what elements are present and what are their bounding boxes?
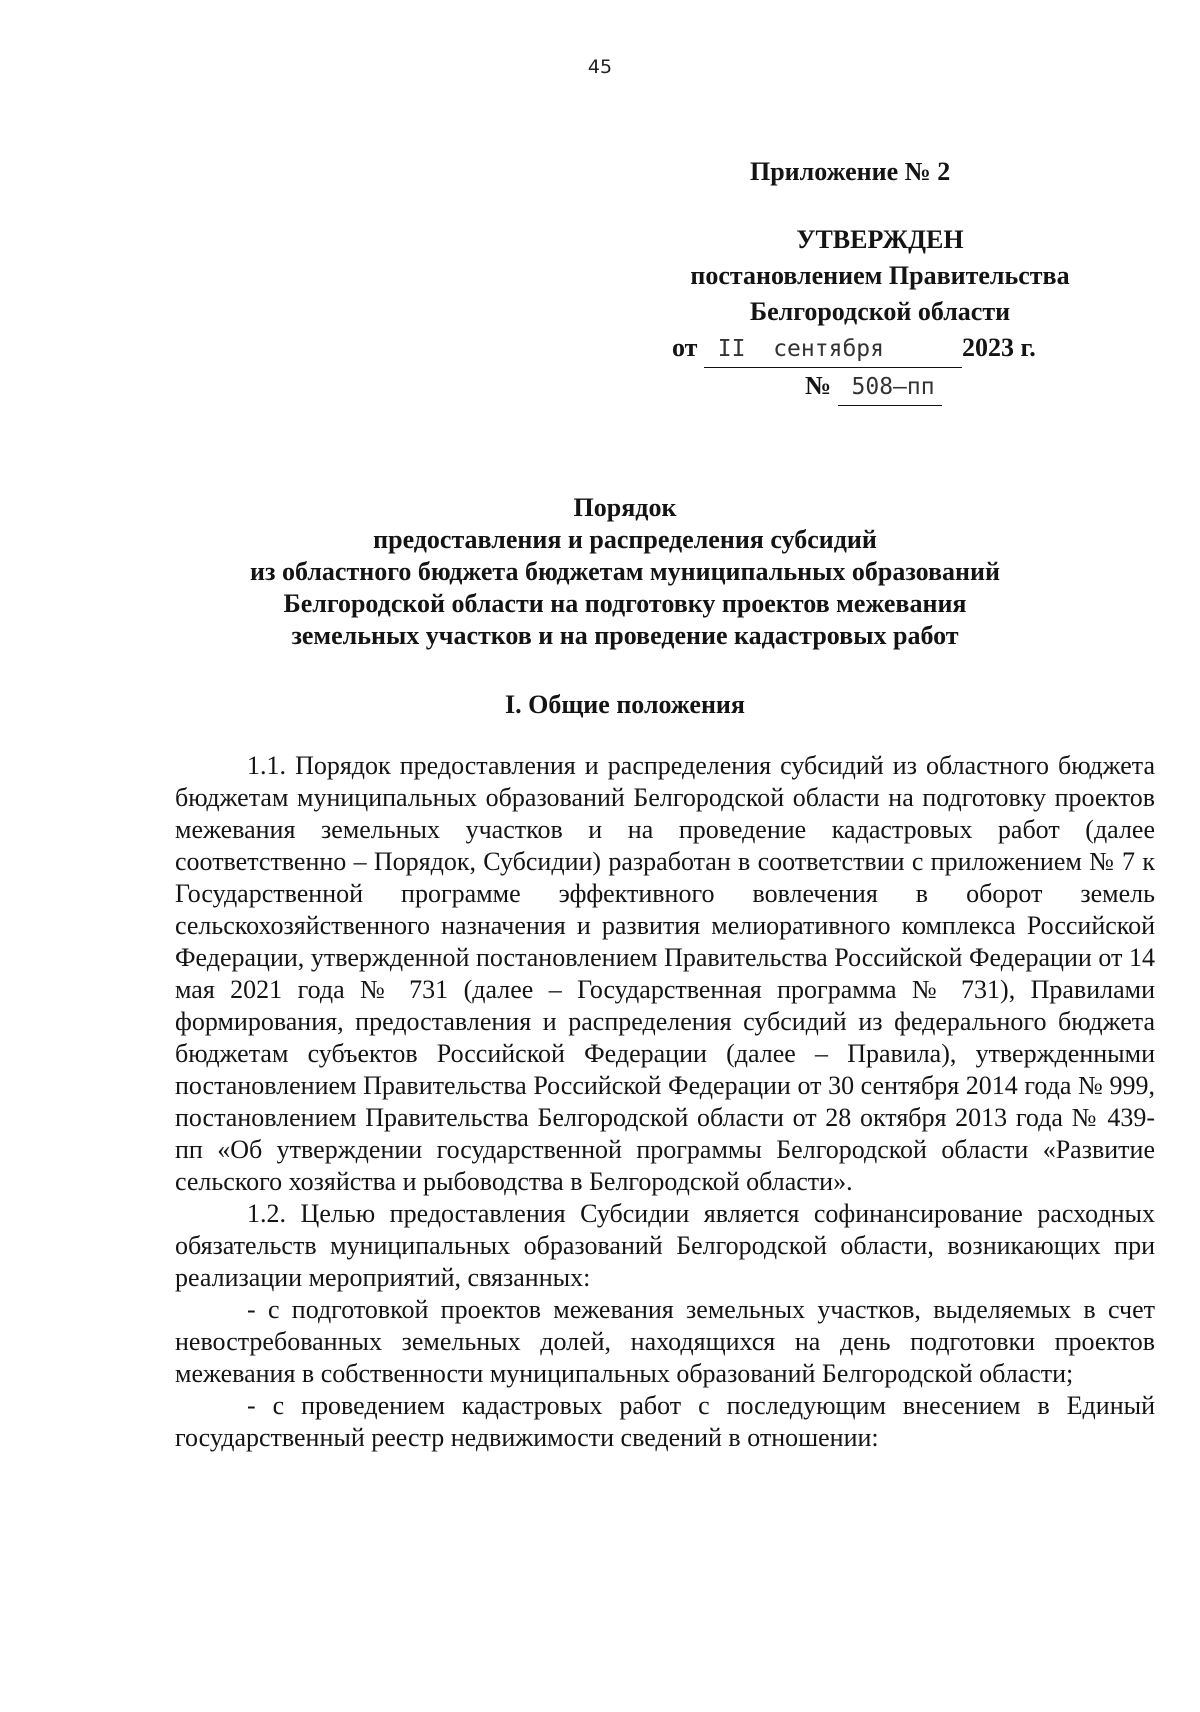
number-prefix: № xyxy=(805,371,832,400)
document-title xyxy=(170,492,1080,652)
title-line-4: Белгородской области на подготовку проектов межевания xyxy=(283,589,967,618)
annex-label: Приложение № 2 xyxy=(750,157,951,186)
list-item-survey-projects: - с подготовкой проектов межевания земельных участков, выделяемых в счет невостребованных земельных долей, находящихся на день подготовки проектов межевания в собственности муниципальных образований Белгородской области; xyxy=(175,1295,1155,1388)
title-line-1: Порядок xyxy=(573,493,677,522)
date-prefix: от xyxy=(672,333,698,362)
list-item-cadastral-works: - с проведением кадастровых работ с последующим внесением в Единый государственный реестр недвижимости сведений в отношении: xyxy=(175,1391,1155,1452)
document-body xyxy=(175,750,1155,1454)
date-month: сентября xyxy=(773,336,884,362)
section-heading: I. Общие положения xyxy=(505,690,745,719)
approval-number xyxy=(805,368,1120,406)
title-line-5: земельных участков и на проведение кадастровых работ xyxy=(291,621,959,650)
title-line-2: предоставления и распределения субсидий xyxy=(373,525,877,554)
page-number: 45 xyxy=(587,56,613,78)
date-year: 2023 г. xyxy=(961,333,1036,362)
title-line-3: из областного бюджета бюджетам муниципальных образований xyxy=(250,557,1000,586)
approval-stamp xyxy=(640,154,1120,406)
date-fill xyxy=(704,331,962,368)
date-day: II xyxy=(717,336,746,362)
approval-date xyxy=(672,330,1120,368)
paragraph-1-2: 1.2. Целью предоставления Субсидии является софинансирование расходных обязательств муниципальных образований Белгородской области, возникающих при реализации мероприятий, связанных: xyxy=(175,1199,1155,1292)
number-fill xyxy=(838,369,942,406)
number-value: 508–пп xyxy=(851,374,935,400)
approved-label: УТВЕРЖДЕН xyxy=(796,225,964,254)
paragraph-1-1: 1.1. Порядок предоставления и распределения субсидий из областного бюджета бюджетам муниципальных образований Белгородской области на подготовку проектов межевания земельных участков и на проведение кадастровых работ (далее соответственно – Порядок, Субсидии) разработан в соответствии с приложением № 7 к Государственной программе эффективного вовлечения в оборот земель сельскохозяйственного назначения и развития мелиоративного комплекса Российской Федерации, утвержденной постановлением Правительства Российской Федерации от 14 мая 2021 года № 731 (далее – Государственная программа № 731), Правилами формирования, предоставления и распределения субсидий из федерального бюджета бюджетам субъектов Российской Федерации (далее – Правила), утвержденными постановлением Правительства Российской Федерации от 30 сентября 2014 года № 999, постановлением Правительства Белгородской области от 28 октября 2013 года № 439-пп «Об утверждении государственной программы Белгородской области «Развитие сельского хозяйства и рыбоводства в Белгородской области». xyxy=(175,751,1155,1196)
resolution-label: постановлением Правительства xyxy=(690,261,1070,290)
region-label: Белгородской области xyxy=(749,297,1011,326)
